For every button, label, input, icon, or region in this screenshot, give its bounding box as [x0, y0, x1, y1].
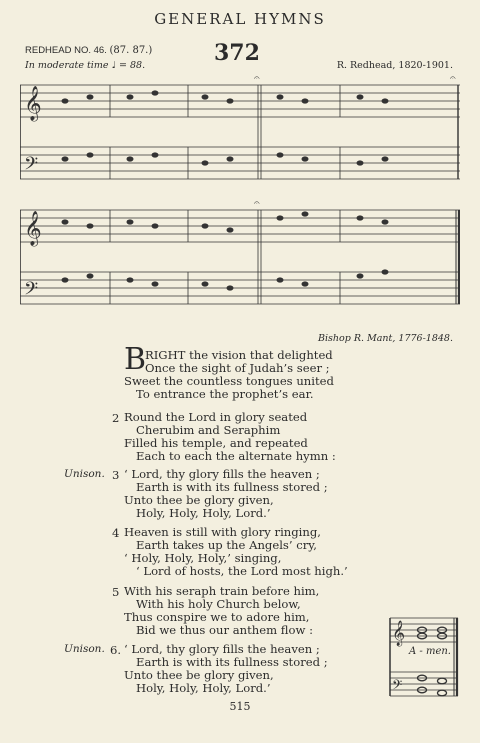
tempo-marking — [25, 60, 145, 71]
verse-2-line-2: Cherubim and Seraphim — [136, 423, 281, 437]
verse-4-line-2: Earth takes up the Angels’ cry, — [136, 538, 317, 552]
verse-4-line-1: Heaven is still with glory ringing, — [124, 525, 321, 539]
verse-3-line-4: Holy, Holy, Holy, Lord.’ — [136, 506, 271, 520]
verse-5-line-2: With his holy Church below, — [136, 597, 301, 611]
svg-text:𝄞: 𝄞 — [24, 86, 42, 121]
verse-1-line-1: RIGHT the vision that delighted — [145, 348, 333, 362]
verse-3-line-2: Earth is with its fullness stored ; — [136, 480, 328, 494]
verse-4-number: 4 — [112, 526, 120, 540]
drop-cap: B — [124, 342, 147, 377]
verse-1-line-3: Sweet the countless tongues united — [124, 374, 334, 388]
composer-credit: R. Redhead, 1820-1901. — [336, 60, 453, 71]
verse-5-line-3: Thus conspire we to adore him, — [124, 610, 310, 624]
verse-1-line-2: Once the sight of Judah’s seer ; — [145, 361, 330, 375]
verse-2-line-1: Round the Lord in glory seated — [124, 410, 308, 424]
verse-5-number: 5 — [112, 585, 120, 599]
verse-1-line-4: To entrance the prophet’s ear. — [136, 387, 314, 401]
svg-text:𝄢: 𝄢 — [392, 677, 403, 696]
verse-6-line-1: ‘ Lord, thy glory fills the heaven ; — [124, 642, 320, 656]
svg-text:𝄐: 𝄐 — [254, 200, 260, 209]
page-header: GENERAL HYMNS — [154, 10, 326, 28]
verse-6-unison-marking: Unison. — [64, 643, 105, 655]
verse-5-line-1: With his seraph train before him, — [124, 584, 320, 598]
verse-6-line-3: Unto thee be glory given, — [124, 668, 274, 682]
svg-text:𝄞: 𝄞 — [392, 621, 406, 646]
amen-text: A - men. — [409, 646, 451, 657]
tune-name-line — [25, 45, 152, 56]
verse-6-line-4: Holy, Holy, Holy, Lord.’ — [136, 681, 271, 695]
svg-text:𝄐: 𝄐 — [254, 75, 260, 84]
svg-text:𝄢: 𝄢 — [24, 279, 39, 304]
music-system-2 — [20, 200, 460, 310]
tune-meter: (87. 87.) — [109, 45, 153, 56]
verse-4-line-3: ‘ Holy, Holy, Holy,’ singing, — [124, 551, 282, 565]
verse-3-unison-marking: Unison. — [64, 468, 105, 480]
verse-6-number: 6. — [110, 643, 122, 657]
svg-text:𝄞: 𝄞 — [24, 211, 42, 246]
verse-2-line-4: Each to each the alternate hymn : — [136, 449, 336, 463]
verse-5-line-4: Bid we thus our anthem flow : — [136, 623, 313, 637]
tempo-prefix: In moderate time — [25, 60, 109, 71]
verse-2-number: 2 — [112, 411, 120, 425]
verse-6-line-2: Earth is with its fullness stored ; — [136, 655, 328, 669]
verse-2-line-3: Filled his temple, and repeated — [124, 436, 308, 450]
verse-3-line-3: Unto thee be glory given, — [124, 493, 274, 507]
hymn-number: 372 — [214, 40, 260, 66]
verse-3-number: 3 — [112, 468, 120, 482]
author-credit: Bishop R. Mant, 1776-1848. — [318, 333, 453, 344]
verse-4-line-4: ‘ Lord of hosts, the Lord most high.’ — [136, 564, 348, 578]
svg-text:𝄢: 𝄢 — [24, 154, 39, 179]
verse-3-line-1: ‘ Lord, thy glory fills the heaven ; — [124, 467, 320, 481]
tune-name: REDHEAD NO. 46. — [25, 45, 107, 56]
page-number: 515 — [229, 700, 251, 713]
tempo-value: ♩ = 88. — [111, 60, 146, 71]
music-system-1 — [20, 75, 460, 185]
svg-text:𝄐: 𝄐 — [450, 75, 456, 84]
